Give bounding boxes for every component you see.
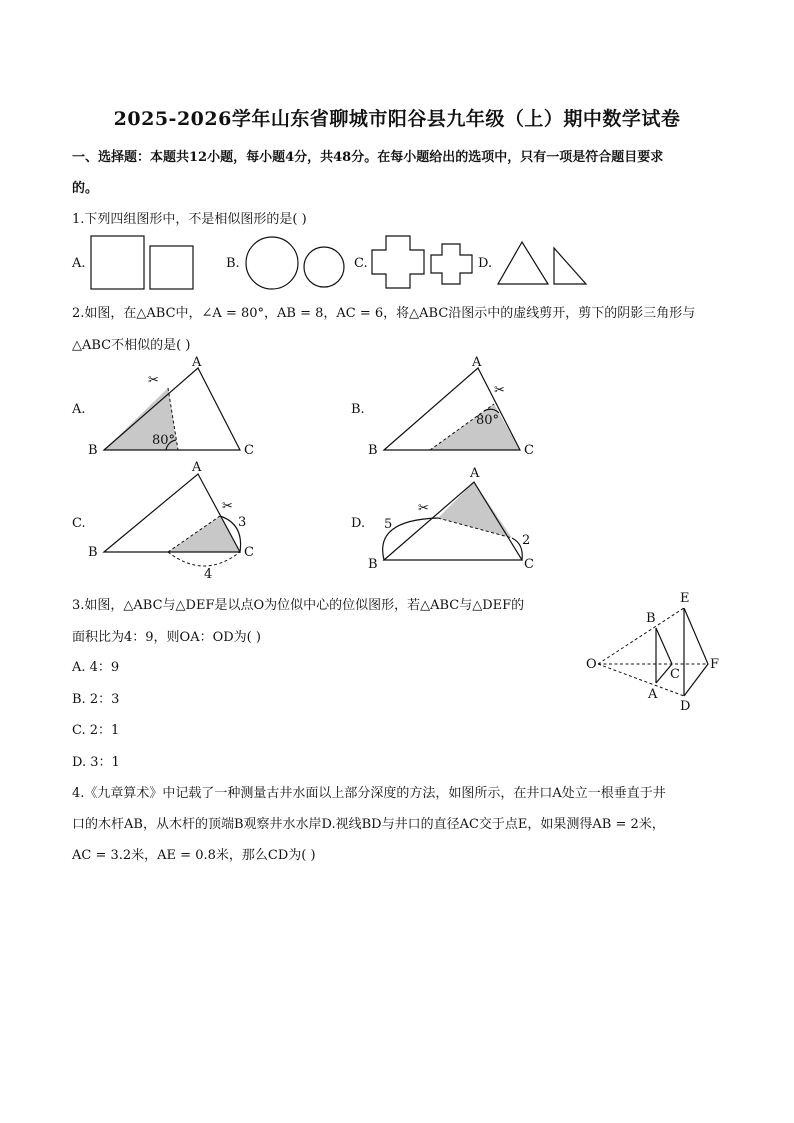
length-5: 5 <box>384 517 393 532</box>
q1-option-c-label: C. <box>354 256 368 271</box>
vertex-a: A <box>192 355 202 370</box>
vertex-b: B <box>88 443 98 458</box>
q2-option-b-figure <box>366 354 546 462</box>
q2-option-c-label: C. <box>72 516 86 531</box>
vertex-a: A <box>192 460 202 475</box>
small-triangle <box>554 248 586 284</box>
q2-option-a-figure <box>86 354 266 462</box>
line-efd <box>684 608 708 696</box>
angle-label: 80° <box>476 413 500 428</box>
large-circle <box>246 237 298 289</box>
q3-stem-line1: 3.如图，△ABC与△DEF是以点O为位似中心的位似图形，若△ABC与△DEF的 <box>72 598 525 613</box>
point-a: A <box>648 687 658 702</box>
q2-option-d-label: D. <box>351 516 366 531</box>
length-3: 3 <box>238 515 247 530</box>
vertex-b: B <box>368 557 378 572</box>
point-o: O <box>586 657 597 672</box>
vertex-b: B <box>88 545 98 560</box>
small-cross <box>431 244 472 284</box>
arc-right <box>512 538 522 560</box>
vertex-c: C <box>244 545 254 560</box>
q4-line2: 口的木杆AB，从木杆的顶端B观察井水水岸D.视线BD与井口的直径AC交于点E，如果测得AB = 2米， <box>72 817 665 832</box>
q2-stem-line2: △ABC不相似的是( ) <box>72 338 191 353</box>
large-triangle <box>498 242 548 284</box>
q3-option-a: A. 4：9 <box>72 660 120 675</box>
q2-option-a-label: A. <box>72 402 86 417</box>
point-b: B <box>646 611 656 626</box>
shaded-triangle <box>168 516 240 552</box>
shaded-triangle <box>430 404 520 450</box>
q3-option-b: B. 2：3 <box>72 692 120 707</box>
vertex-c: C <box>524 557 534 572</box>
vertex-a: A <box>470 466 480 481</box>
page-title: 2025-2026学年山东省聊城市阳谷县九年级（上）期中数学试卷 <box>113 108 681 130</box>
vertex-b: B <box>368 443 378 458</box>
small-square <box>150 246 193 289</box>
q1-option-a-label: A. <box>72 256 86 271</box>
scissors-icon: ✂ <box>148 373 159 388</box>
section-heading-cont: 的。 <box>72 181 99 196</box>
q1-option-d-figure <box>494 234 594 290</box>
q1-option-d-label: D. <box>478 256 493 271</box>
q3-stem-line2: 面积比为4：9，则OA：OD为( ) <box>72 630 261 645</box>
point-c: C <box>670 667 680 682</box>
large-cross <box>372 236 424 288</box>
vertex-c: C <box>244 443 254 458</box>
q3-option-d: D. 3：1 <box>72 755 120 770</box>
q4-line3: AC = 3.2米，AE = 0.8米，那么CD为( ) <box>72 848 316 863</box>
vertex-a: A <box>472 355 482 370</box>
scissors-icon: ✂ <box>222 499 233 514</box>
length-4: 4 <box>204 567 213 582</box>
arc-bottom <box>168 552 240 566</box>
line-oe <box>598 608 684 664</box>
q3-option-c: C. 2：1 <box>72 723 120 738</box>
point-f: F <box>710 657 720 672</box>
length-2: 2 <box>522 533 531 548</box>
q1-option-a-figure <box>88 234 198 290</box>
vertex-c: C <box>524 443 534 458</box>
q1-option-b-figure <box>244 234 348 290</box>
q2-stem-line1: 2.如图，在△ABC中，∠A = 80°，AB = 8，AC = 6，将△ABC沿图示中的虚线剪开，剪下的阴影三角形与 <box>72 306 696 321</box>
section-heading: 一、选择题：本题共12小题，每小题4分，共48分。在每小题给出的选项中，只有一项是符合题目要求 <box>72 150 664 165</box>
q1-option-c-figure <box>370 234 480 290</box>
q2-option-b-label: B. <box>351 402 365 417</box>
scissors-icon: ✂ <box>494 383 505 398</box>
q4-line1: 4.《九章算术》中记载了一种测量古井水面以上部分深度的方法，如图所示，在井口A处立一根垂直于井 <box>72 786 666 801</box>
q2-option-c-figure <box>86 460 266 584</box>
scissors-icon: ✂ <box>418 501 429 516</box>
point-e: E <box>680 591 690 606</box>
q2-option-d-figure <box>366 460 546 584</box>
small-circle <box>304 247 344 287</box>
angle-label: 80° <box>152 433 176 448</box>
large-square <box>91 236 144 289</box>
q3-figure <box>584 588 724 716</box>
q1-option-b-label: B. <box>226 256 240 271</box>
point-d: D <box>680 699 691 714</box>
shaded-triangle <box>438 482 512 538</box>
q1-stem: 1.下列四组图形中，不是相似图形的是( ) <box>72 212 307 227</box>
